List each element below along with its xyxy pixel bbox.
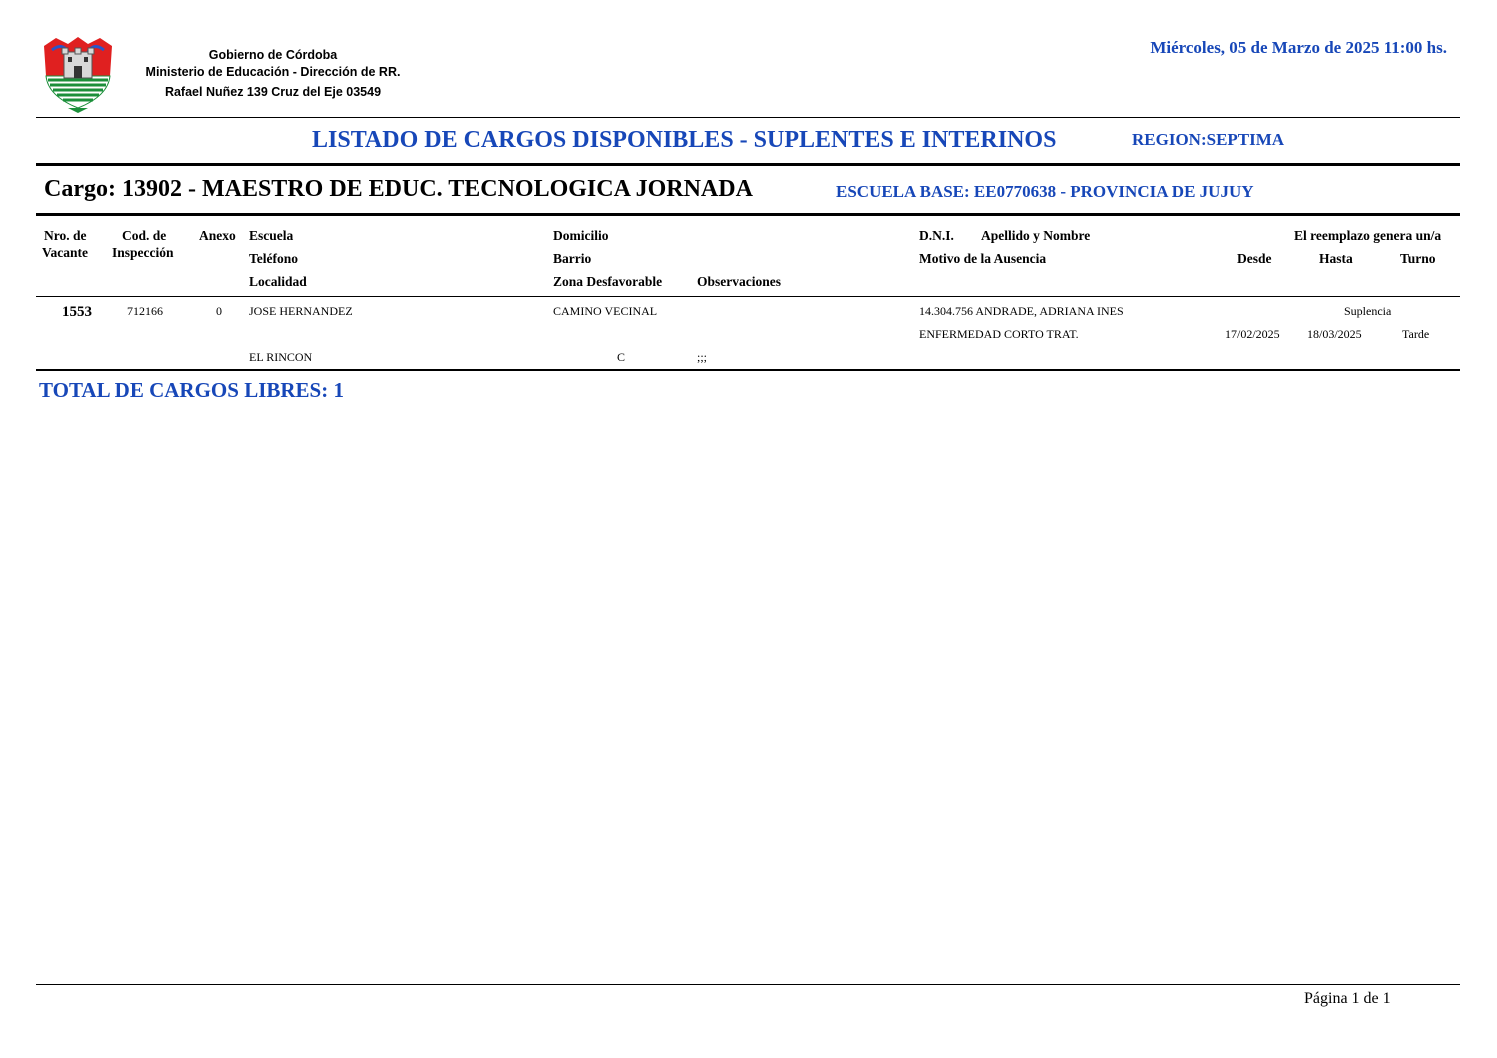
col-dni: D.N.I.: [919, 228, 954, 243]
row-localidad: EL RINCON: [249, 350, 313, 364]
columns-rule: [36, 296, 1460, 297]
col-localidad: Localidad: [249, 274, 307, 289]
col-cod-insp-2: Inspección: [112, 245, 174, 260]
row-nro-vacante: 1553: [62, 304, 92, 320]
col-barrio: Barrio: [553, 251, 592, 266]
header-rule: [36, 117, 1460, 118]
col-escuela: Escuela: [249, 228, 294, 243]
col-domicilio: Domicilio: [553, 228, 609, 243]
escuela-base: ESCUELA BASE: EE0770638 - PROVINCIA DE JUJUY: [836, 182, 1254, 201]
row-turno: Tarde: [1402, 327, 1430, 341]
row-rule: [36, 369, 1460, 371]
cargo-rule: [36, 213, 1460, 216]
col-reemplazo: El reemplazo genera un/a: [1294, 228, 1442, 243]
report-date: Miércoles, 05 de Marzo de 2025 11:00 hs.: [1150, 38, 1447, 57]
row-dni-nombre: 14.304.756 ANDRADE, ADRIANA INES: [919, 304, 1124, 318]
col-desde: Desde: [1237, 251, 1272, 266]
page-number: Página 1 de 1: [1304, 990, 1391, 1007]
footer-rule: [36, 984, 1460, 985]
row-anexo: 0: [216, 304, 222, 318]
col-nro-vacante-1: Nro. de: [44, 228, 87, 243]
col-telefono: Teléfono: [249, 251, 299, 266]
col-turno: Turno: [1400, 251, 1436, 266]
col-apellido: Apellido y Nombre: [981, 228, 1091, 243]
col-cod-insp-1: Cod. de: [122, 228, 167, 243]
page-title: LISTADO DE CARGOS DISPONIBLES - SUPLENTES E INTERINOS: [312, 127, 1057, 153]
row-tipo-reemplazo: Suplencia: [1344, 304, 1392, 318]
row-domicilio: CAMINO VECINAL: [553, 304, 658, 318]
cordoba-coat-of-arms-icon: [38, 34, 118, 114]
org-line-1: Gobierno de Córdoba: [208, 48, 338, 62]
row-cod-inspeccion: 712166: [127, 304, 163, 318]
row-zona: C: [617, 350, 626, 364]
region-label: REGION:SEPTIMA: [1132, 130, 1285, 149]
total-cargos: TOTAL DE CARGOS LIBRES: 1: [39, 378, 344, 402]
org-line-3: Rafael Nuñez 139 Cruz del Eje 03549: [164, 85, 382, 99]
row-hasta: 18/03/2025: [1307, 327, 1362, 341]
row-observaciones: ;;;: [697, 350, 708, 364]
cargo-label: Cargo: 13902 - MAESTRO DE EDUC. TECNOLOGICA JORNADA: [44, 176, 753, 202]
row-escuela: JOSE HERNANDEZ: [249, 304, 353, 318]
row-desde: 17/02/2025: [1225, 327, 1280, 341]
title-rule: [36, 163, 1460, 166]
col-nro-vacante-2: Vacante: [42, 245, 88, 260]
col-observaciones: Observaciones: [697, 274, 781, 289]
col-motivo: Motivo de la Ausencia: [919, 251, 1047, 266]
row-motivo: ENFERMEDAD CORTO TRAT.: [919, 327, 1079, 341]
col-anexo: Anexo: [199, 228, 236, 243]
col-zona: Zona Desfavorable: [553, 274, 663, 289]
org-line-2: Ministerio de Educación - Dirección de RR.: [145, 65, 401, 79]
col-hasta: Hasta: [1319, 251, 1353, 266]
